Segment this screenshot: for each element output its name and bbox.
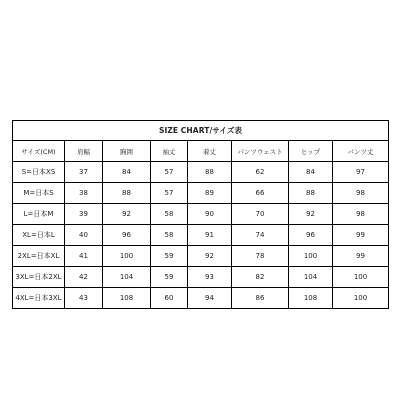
cell-hip: 92 [289,204,333,225]
cell-pants-length: 100 [333,288,389,309]
header-size: サイズ(CM) [13,141,65,162]
cell-size: XL=日本L [13,225,65,246]
cell-sleeve: 57 [151,183,188,204]
cell-sleeve: 57 [151,162,188,183]
cell-shoulder: 41 [65,246,103,267]
cell-chest: 88 [103,183,151,204]
header-chest: 胸囲 [103,141,151,162]
cell-sleeve: 59 [151,267,188,288]
cell-hip: 96 [289,225,333,246]
cell-size: M=日本S [13,183,65,204]
cell-shoulder: 40 [65,225,103,246]
cell-sleeve: 58 [151,204,188,225]
header-row [13,141,389,162]
cell-pants-length: 98 [333,183,389,204]
cell-hip: 104 [289,267,333,288]
cell-shoulder: 38 [65,183,103,204]
cell-pants-length: 99 [333,225,389,246]
size-chart [12,120,388,309]
cell-sleeve: 58 [151,225,188,246]
table-row [13,183,389,204]
cell-chest: 84 [103,162,151,183]
cell-sleeve: 59 [151,246,188,267]
cell-shoulder: 42 [65,267,103,288]
cell-chest: 96 [103,225,151,246]
cell-length: 88 [188,162,232,183]
size-chart-title: SIZE CHART/サイズ表 [13,121,389,141]
size-chart-body [13,141,389,309]
header-sleeve: 袖丈 [151,141,188,162]
cell-pants-length: 97 [333,162,389,183]
table-row [13,225,389,246]
cell-pants-length: 100 [333,267,389,288]
size-chart-table [12,120,389,309]
cell-pants-length: 98 [333,204,389,225]
table-row [13,288,389,309]
cell-length: 94 [188,288,232,309]
cell-pants-waist: 86 [232,288,289,309]
cell-chest: 100 [103,246,151,267]
header-pants-length: パンツ丈 [333,141,389,162]
table-row [13,246,389,267]
cell-pants-waist: 82 [232,267,289,288]
table-row [13,267,389,288]
cell-shoulder: 39 [65,204,103,225]
cell-hip: 108 [289,288,333,309]
cell-length: 92 [188,246,232,267]
cell-hip: 100 [289,246,333,267]
cell-shoulder: 37 [65,162,103,183]
cell-pants-waist: 78 [232,246,289,267]
cell-shoulder: 43 [65,288,103,309]
cell-length: 91 [188,225,232,246]
table-row [13,204,389,225]
cell-pants-waist: 70 [232,204,289,225]
header-shoulder: 肩幅 [65,141,103,162]
header-length: 着丈 [188,141,232,162]
cell-length: 89 [188,183,232,204]
cell-pants-waist: 62 [232,162,289,183]
cell-size: L=日本M [13,204,65,225]
cell-pants-waist: 74 [232,225,289,246]
header-pants-waist: パンツウェスト [232,141,289,162]
cell-length: 90 [188,204,232,225]
cell-pants-length: 99 [333,246,389,267]
cell-length: 93 [188,267,232,288]
cell-size: 4XL=日本3XL [13,288,65,309]
cell-size: 3XL=日本2XL [13,267,65,288]
cell-sleeve: 60 [151,288,188,309]
cell-size: 2XL=日本XL [13,246,65,267]
cell-pants-waist: 66 [232,183,289,204]
table-row [13,162,389,183]
cell-chest: 92 [103,204,151,225]
header-hip: ヒップ [289,141,333,162]
cell-size: S=日本XS [13,162,65,183]
cell-hip: 88 [289,183,333,204]
cell-chest: 108 [103,288,151,309]
cell-chest: 104 [103,267,151,288]
cell-hip: 84 [289,162,333,183]
